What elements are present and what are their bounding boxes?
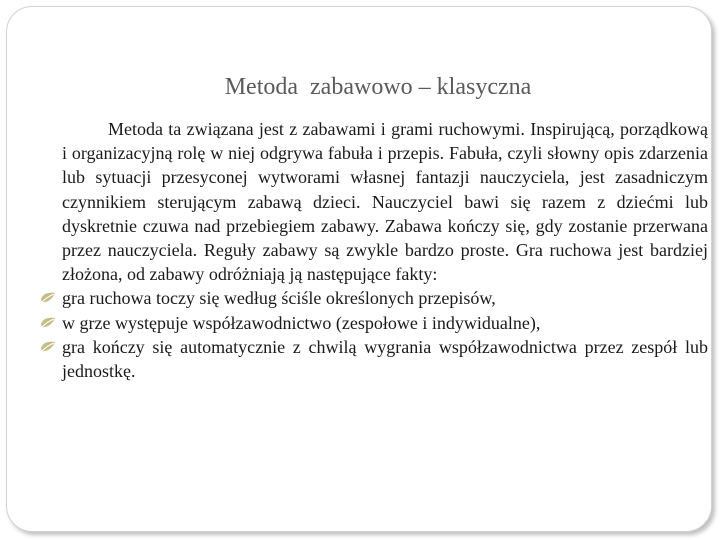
slide-title: Metoda zabawowo – klasyczna — [224, 74, 532, 100]
leaf-bullet-icon — [40, 291, 56, 305]
bullet-item — [62, 335, 708, 383]
bullet-list — [62, 286, 708, 383]
leaf-bullet-icon — [40, 340, 56, 354]
slide-body — [62, 117, 708, 383]
intro-paragraph: Metoda ta związana jest z zabawami i grami ruchowymi. Inspirującą, porządkową i organizacyjną rolę w niej odgrywa fabuła i przepis. Fabuła, czyli słowny opis zdarzenia lub sytuacji przesyconej wytworami własnej fantazji nauczyciela, jest zasadniczym czynnikiem sterującym zabawą dzieci. Nauczyciel bawi się razem z dziećmi lub dyskretnie czuwa nad przebiegiem zabawy. Zabawa kończy się, gdy zostanie przerwana przez nauczyciela. Reguły zabawy są zwykle bardzo proste. Gra ruchowa jest bardziej złożona, od zabawy odróżniają ją następujące fakty: — [62, 119, 708, 285]
bullet-item — [62, 286, 708, 310]
bullet-text: gra ruchowa toczy się według ściśle określonych przepisów, — [62, 288, 496, 309]
bullet-text: w grze występuje współzawodnictwo (zespołowe i indywidualne), — [62, 312, 541, 333]
leaf-bullet-icon — [40, 316, 56, 330]
bullet-text: gra kończy się automatycznie z chwilą wygrania współzawodnictwa przez zespół lub jednostkę. — [62, 336, 708, 382]
bullet-item — [62, 311, 708, 335]
